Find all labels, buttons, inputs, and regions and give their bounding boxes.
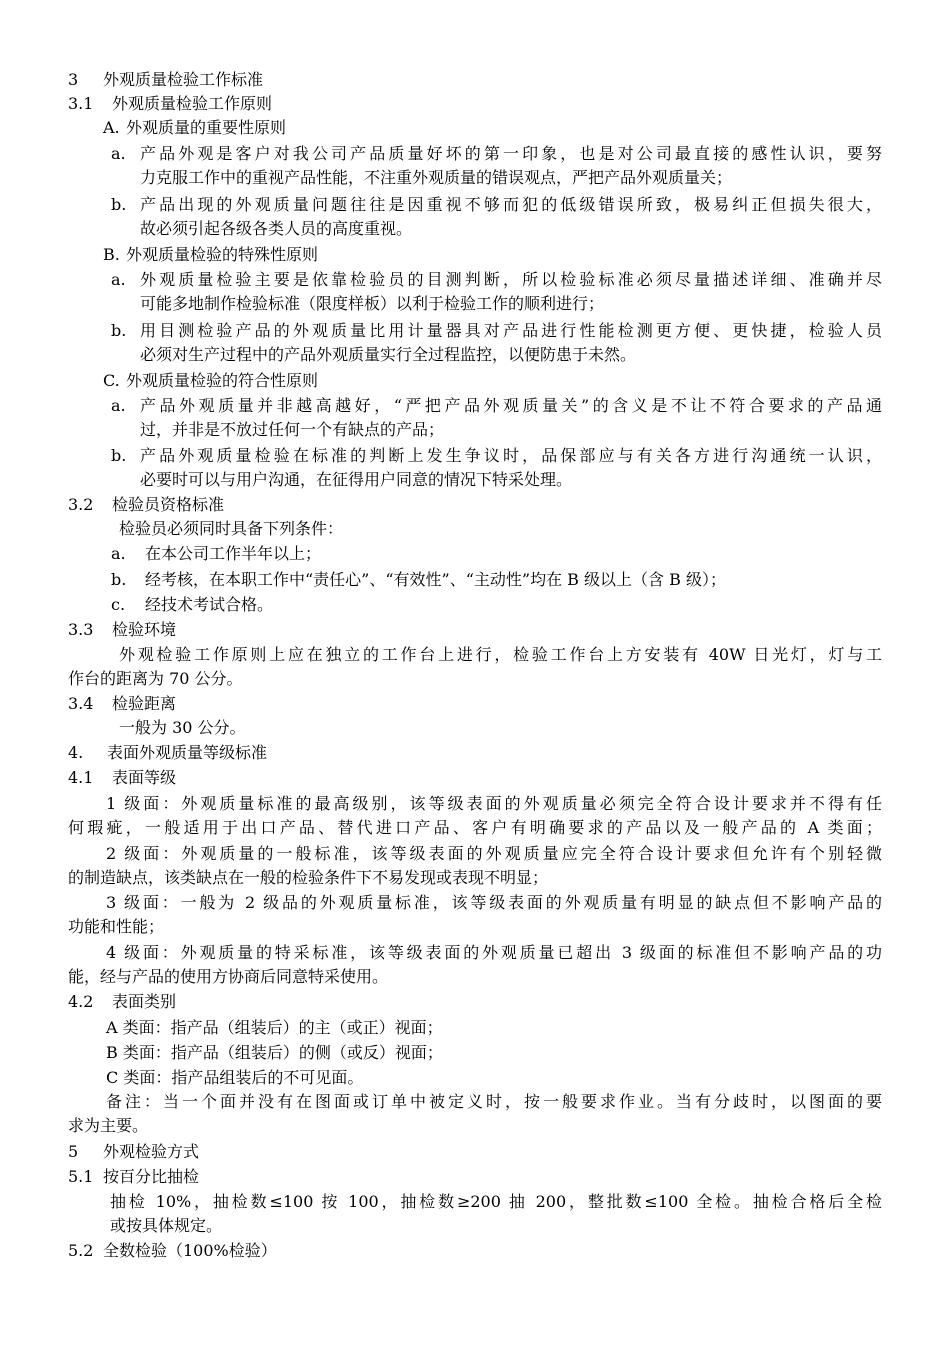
paragraph-text: 检验员必须同时具备下列条件： — [119, 519, 344, 538]
list-marker: a. — [111, 544, 126, 563]
section-title: 表面外观质量等级标准 — [107, 743, 268, 762]
section-title: 全数检验（100%检验） — [103, 1241, 277, 1260]
list-marker: c. — [111, 595, 126, 614]
list-text: 产品出现的外观质量问题往往是因重视不够而犯的低级错误所致，极易纠正但损失很大， — [140, 195, 882, 214]
principle-label: B. — [103, 245, 120, 264]
section-title: 外观质量检验工作标准 — [103, 70, 264, 89]
list-text: 产品外观质量并非越高越好，“严把产品外观质量关”的含义是不让不符合要求的产品通 — [140, 396, 882, 415]
section-number: 4.1 — [68, 768, 94, 787]
principle-title: 外观质量检验的特殊性原则 — [126, 245, 319, 264]
list-text: 必须对生产过程中的产品外观质量实行全过程监控，以便防患于未然。 — [140, 345, 637, 364]
list-marker: a. — [111, 396, 126, 415]
principle-title: 外观质量检验的符合性原则 — [126, 371, 319, 390]
section-title: 外观检验方式 — [103, 1142, 200, 1161]
list-text: 用目测检验产品的外观质量比用计量器具对产品进行性能检测更方便、更快捷，检验人员 — [140, 321, 882, 340]
paragraph-text: 3 级面：一般为 2 级品的外观质量标准，该等级表面的外观质量有明显的缺点但不影响产品的 — [106, 893, 882, 912]
section-title: 按百分比抽检 — [103, 1167, 200, 1186]
list-text: 力克服工作中的重视产品性能，不注重外观质量的错误观点，严把产品外观质量关； — [140, 168, 733, 187]
paragraph-text: A 类面：指产品（组装后）的主（或正）视面； — [106, 1018, 443, 1037]
principle-label: C. — [103, 371, 120, 390]
list-text: 外观质量检验主要是依靠检验员的目测判断，所以检验标准必须尽量描述详细、准确并尽 — [140, 270, 882, 289]
section-number: 4.2 — [68, 992, 94, 1011]
paragraph-text: 何瑕疵，一般适用于出口产品、替代进口产品、客户有明确要求的产品以及一般产品的 A 类面； — [68, 818, 882, 837]
list-text: 可能多地制作检验标准（限度样板）以利于检验工作的顺利进行； — [140, 294, 605, 313]
list-text: 在本公司工作半年以上； — [145, 544, 322, 563]
section-number: 3.4 — [68, 694, 94, 713]
list-text: 过，并非是不放过任何一个有缺点的产品； — [140, 420, 445, 439]
section-number: 5.2 — [68, 1241, 94, 1260]
section-title: 检验环境 — [112, 620, 177, 639]
paragraph-text: 能，经与产品的使用方协商后同意特采使用。 — [68, 967, 389, 986]
paragraph-text: 4 级面：外观质量的特采标准，该等级表面的外观质量已超出 3 级面的标准但不影响产品的功 — [106, 943, 882, 962]
paragraph-text: 作台的距离为 70 公分。 — [68, 669, 243, 688]
section-title: 表面类别 — [112, 992, 177, 1011]
list-marker: b. — [111, 195, 127, 214]
section-title: 检验员资格标准 — [112, 495, 225, 514]
section-number: 3.1 — [68, 94, 94, 113]
list-text: 必要时可以与用户沟通，在征得用户同意的情况下特采处理。 — [140, 470, 573, 489]
paragraph-text: 功能和性能； — [68, 917, 165, 936]
paragraph-text: 外观检验工作原则上应在独立的工作台上进行，检验工作台上方安装有 40W 日光灯，灯与工 — [119, 645, 882, 664]
section-number: 5.1 — [68, 1167, 94, 1186]
note-text: 备注：当一个面并没有在图面或订单中被定义时，按一般要求作业。当有分歧时，以图面的要 — [106, 1092, 882, 1111]
paragraph-text: 1 级面：外观质量标准的最高级别，该等级表面的外观质量必须完全符合设计要求并不得有任 — [106, 794, 882, 813]
list-marker: a. — [111, 270, 126, 289]
paragraph-text: 一般为 30 公分。 — [119, 718, 246, 737]
list-marker: b. — [111, 321, 127, 340]
section-title: 表面等级 — [112, 768, 177, 787]
section-number: 3.2 — [68, 495, 94, 514]
list-marker: b. — [111, 570, 127, 589]
section-number: 4. — [68, 743, 84, 762]
section-number: 5 — [68, 1142, 79, 1161]
paragraph-text: C 类面：指产品组装后的不可见面。 — [106, 1068, 364, 1087]
section-number: 3.3 — [68, 620, 94, 639]
paragraph-text: 2 级面：外观质量的一般标准，该等级表面的外观质量应完全符合设计要求但允许有个别轻微 — [106, 844, 882, 863]
paragraph-text: 或按具体规定。 — [110, 1216, 223, 1235]
principle-title: 外观质量的重要性原则 — [126, 118, 287, 137]
list-marker: a. — [111, 144, 126, 163]
paragraph-text: B 类面：指产品（组装后）的侧（或反）视面； — [106, 1043, 443, 1062]
note-text: 求为主要。 — [68, 1116, 149, 1135]
list-text: 产品外观质量检验在标准的判断上发生争议时，品保部应与有关各方进行沟通统一认识， — [140, 446, 882, 465]
section-number: 3 — [68, 70, 79, 89]
list-text: 产品外观是客户对我公司产品质量好坏的第一印象，也是对公司最直接的感性认识，要努 — [140, 144, 882, 163]
list-text: 经考核，在本职工作中“责任心”、“有效性”、“主动性”均在 B 级以上（含 B 级）； — [145, 570, 726, 589]
list-text: 经技术考试合格。 — [145, 595, 274, 614]
list-marker: b. — [111, 446, 127, 465]
section-title: 检验距离 — [112, 694, 177, 713]
principle-label: A. — [103, 118, 120, 137]
list-text: 故必须引起各级各类人员的高度重视。 — [140, 219, 413, 238]
section-title: 外观质量检验工作原则 — [112, 94, 273, 113]
paragraph-text: 抽检 10%，抽检数≤100 按 100，抽检数≥200 抽 200，整批数≤100 全检。抽检合格后全检 — [110, 1192, 882, 1211]
paragraph-text: 的制造缺点，该类缺点在一般的检验条件下不易发现或表现不明显； — [68, 868, 549, 887]
